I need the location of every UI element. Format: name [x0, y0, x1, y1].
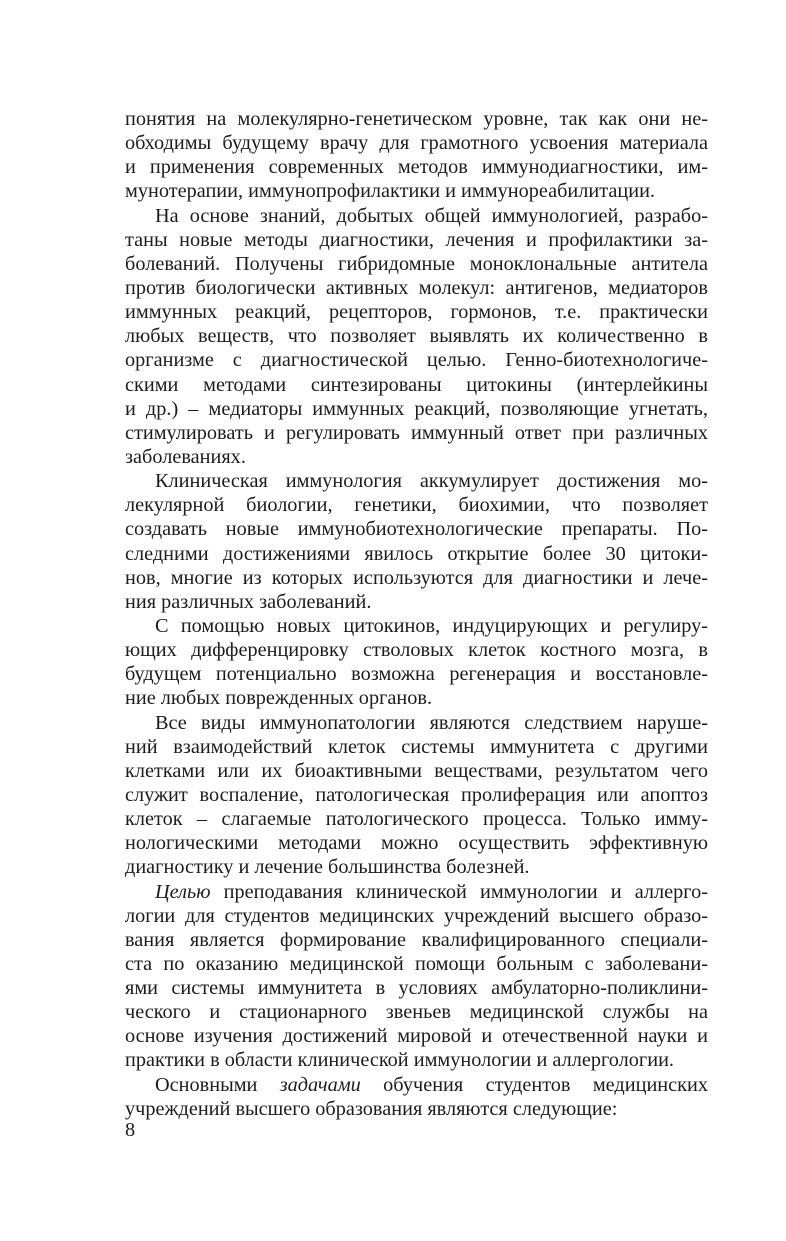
- text-line: ния различных заболеваний.: [125, 590, 372, 613]
- text-run: преподавания клинической иммунологии и аллерго-: [210, 880, 708, 903]
- text-line: ями системы иммунитета в условиях амбулаторно-поликлини-: [125, 977, 708, 1000]
- text-line: служит воспаление, патологическая пролиферация или апоптоз: [125, 783, 708, 806]
- text-line: практики в области клинической иммунологии и аллергологии.: [125, 1049, 674, 1072]
- text-line: понятия на молекулярно-генетическом уровне, так как они не-: [125, 108, 708, 130]
- paragraph: [125, 880, 708, 1073]
- text-line: клетками или их биоактивными веществами, результатом чего: [125, 759, 708, 782]
- text-line: ста по оказанию медицинской помощи больным с заболевани-: [125, 952, 708, 975]
- text-line: клеток – слагаемые патологического процесса. Только имму-: [125, 808, 708, 831]
- text-line: следними достижениями явилось открытие более 30 цитоки-: [125, 542, 708, 565]
- text-line: иммунных реакций, рецепторов, гормонов, т.е. практически: [125, 301, 708, 324]
- text-line: и применения современных методов иммунодиагностики, им-: [125, 156, 708, 179]
- text-line: ческого и стационарного звеньев медицинской службы на: [125, 1001, 708, 1024]
- text-run: Основными: [155, 1073, 280, 1096]
- text-line: диагностику и лечение большинства болезней.: [125, 856, 530, 879]
- text-line: ющих дифференцировку стволовых клеток костного мозга, в: [125, 639, 708, 662]
- italic-term: задачами: [279, 1073, 361, 1096]
- page-number: 8: [125, 1119, 136, 1141]
- text-line: [125, 880, 708, 904]
- text-line: таны новые методы диагностики, лечения и профилактики за-: [125, 228, 708, 251]
- text-line: Все виды иммунопатологии являются следствием наруше-: [155, 711, 708, 734]
- text-line: нов, многие из которых используются для диагностики и лече-: [125, 566, 708, 589]
- text-line: На основе знаний, добытых общей иммунологией, разрабо-: [155, 204, 708, 227]
- paragraph: [125, 107, 708, 204]
- text-line: [125, 1073, 708, 1097]
- text-line: обходимы будущему врачу для грамотного усвоения материала: [125, 132, 708, 155]
- text-line: и др.) – медиаторы иммунных реакций, позволяющие угнетать,: [125, 397, 708, 420]
- text-line: ний взаимодействий клеток системы иммунитета с другими: [125, 735, 708, 758]
- italic-term: Целью: [155, 880, 211, 903]
- text-line: стимулировать и регулировать иммунный ответ при различных: [125, 421, 708, 444]
- text-line: будущем потенциально возможна регенерация и восстановле-: [125, 663, 708, 686]
- text-line: организме с диагностической целью. Генно-биотехнологиче-: [125, 349, 708, 372]
- paragraph: [125, 469, 708, 614]
- text-line: лекулярной биологии, генетики, биохимии, что позволяет: [125, 494, 708, 517]
- text-line: заболеваниях.: [125, 445, 246, 468]
- paragraph: [125, 711, 708, 880]
- text-line: против биологически активных молекул: антигенов, медиаторов: [125, 276, 708, 299]
- paragraph: [125, 614, 708, 711]
- text-line: нологическими методами можно осуществить эффективную: [125, 832, 708, 855]
- text-line: болеваний. Получены гибридомные моноклональные антитела: [125, 252, 708, 275]
- paragraph: [125, 1073, 708, 1121]
- text-line: любых веществ, что позволяет выявлять их количественно в: [125, 325, 708, 348]
- text-line: ние любых поврежденных органов.: [125, 687, 433, 710]
- text-line: учреждений высшего образования являются следующие:: [125, 1097, 618, 1120]
- text-line: мунотерапии, иммунопрофилактики и иммунореабилитации.: [125, 180, 655, 203]
- text-line: логии для студентов медицинских учреждений высшего образо-: [125, 904, 708, 927]
- text-line: скими методами синтезированы цитокины (интерлейкины: [125, 373, 708, 396]
- body-text: [125, 107, 708, 1121]
- text-run: обучения студентов медицинских: [360, 1073, 708, 1096]
- text-line: Клиническая иммунология аккумулирует достижения мо-: [155, 470, 708, 493]
- paragraph: [125, 204, 708, 470]
- text-line: С помощью новых цитокинов, индуцирующих и регулиру-: [155, 614, 708, 637]
- text-line: вания является формирование квалифицированного специали-: [125, 928, 708, 951]
- text-line: основе изучения достижений мировой и отечественной науки и: [125, 1025, 708, 1048]
- text-line: создавать новые иммунобиотехнологические препараты. По-: [125, 518, 708, 541]
